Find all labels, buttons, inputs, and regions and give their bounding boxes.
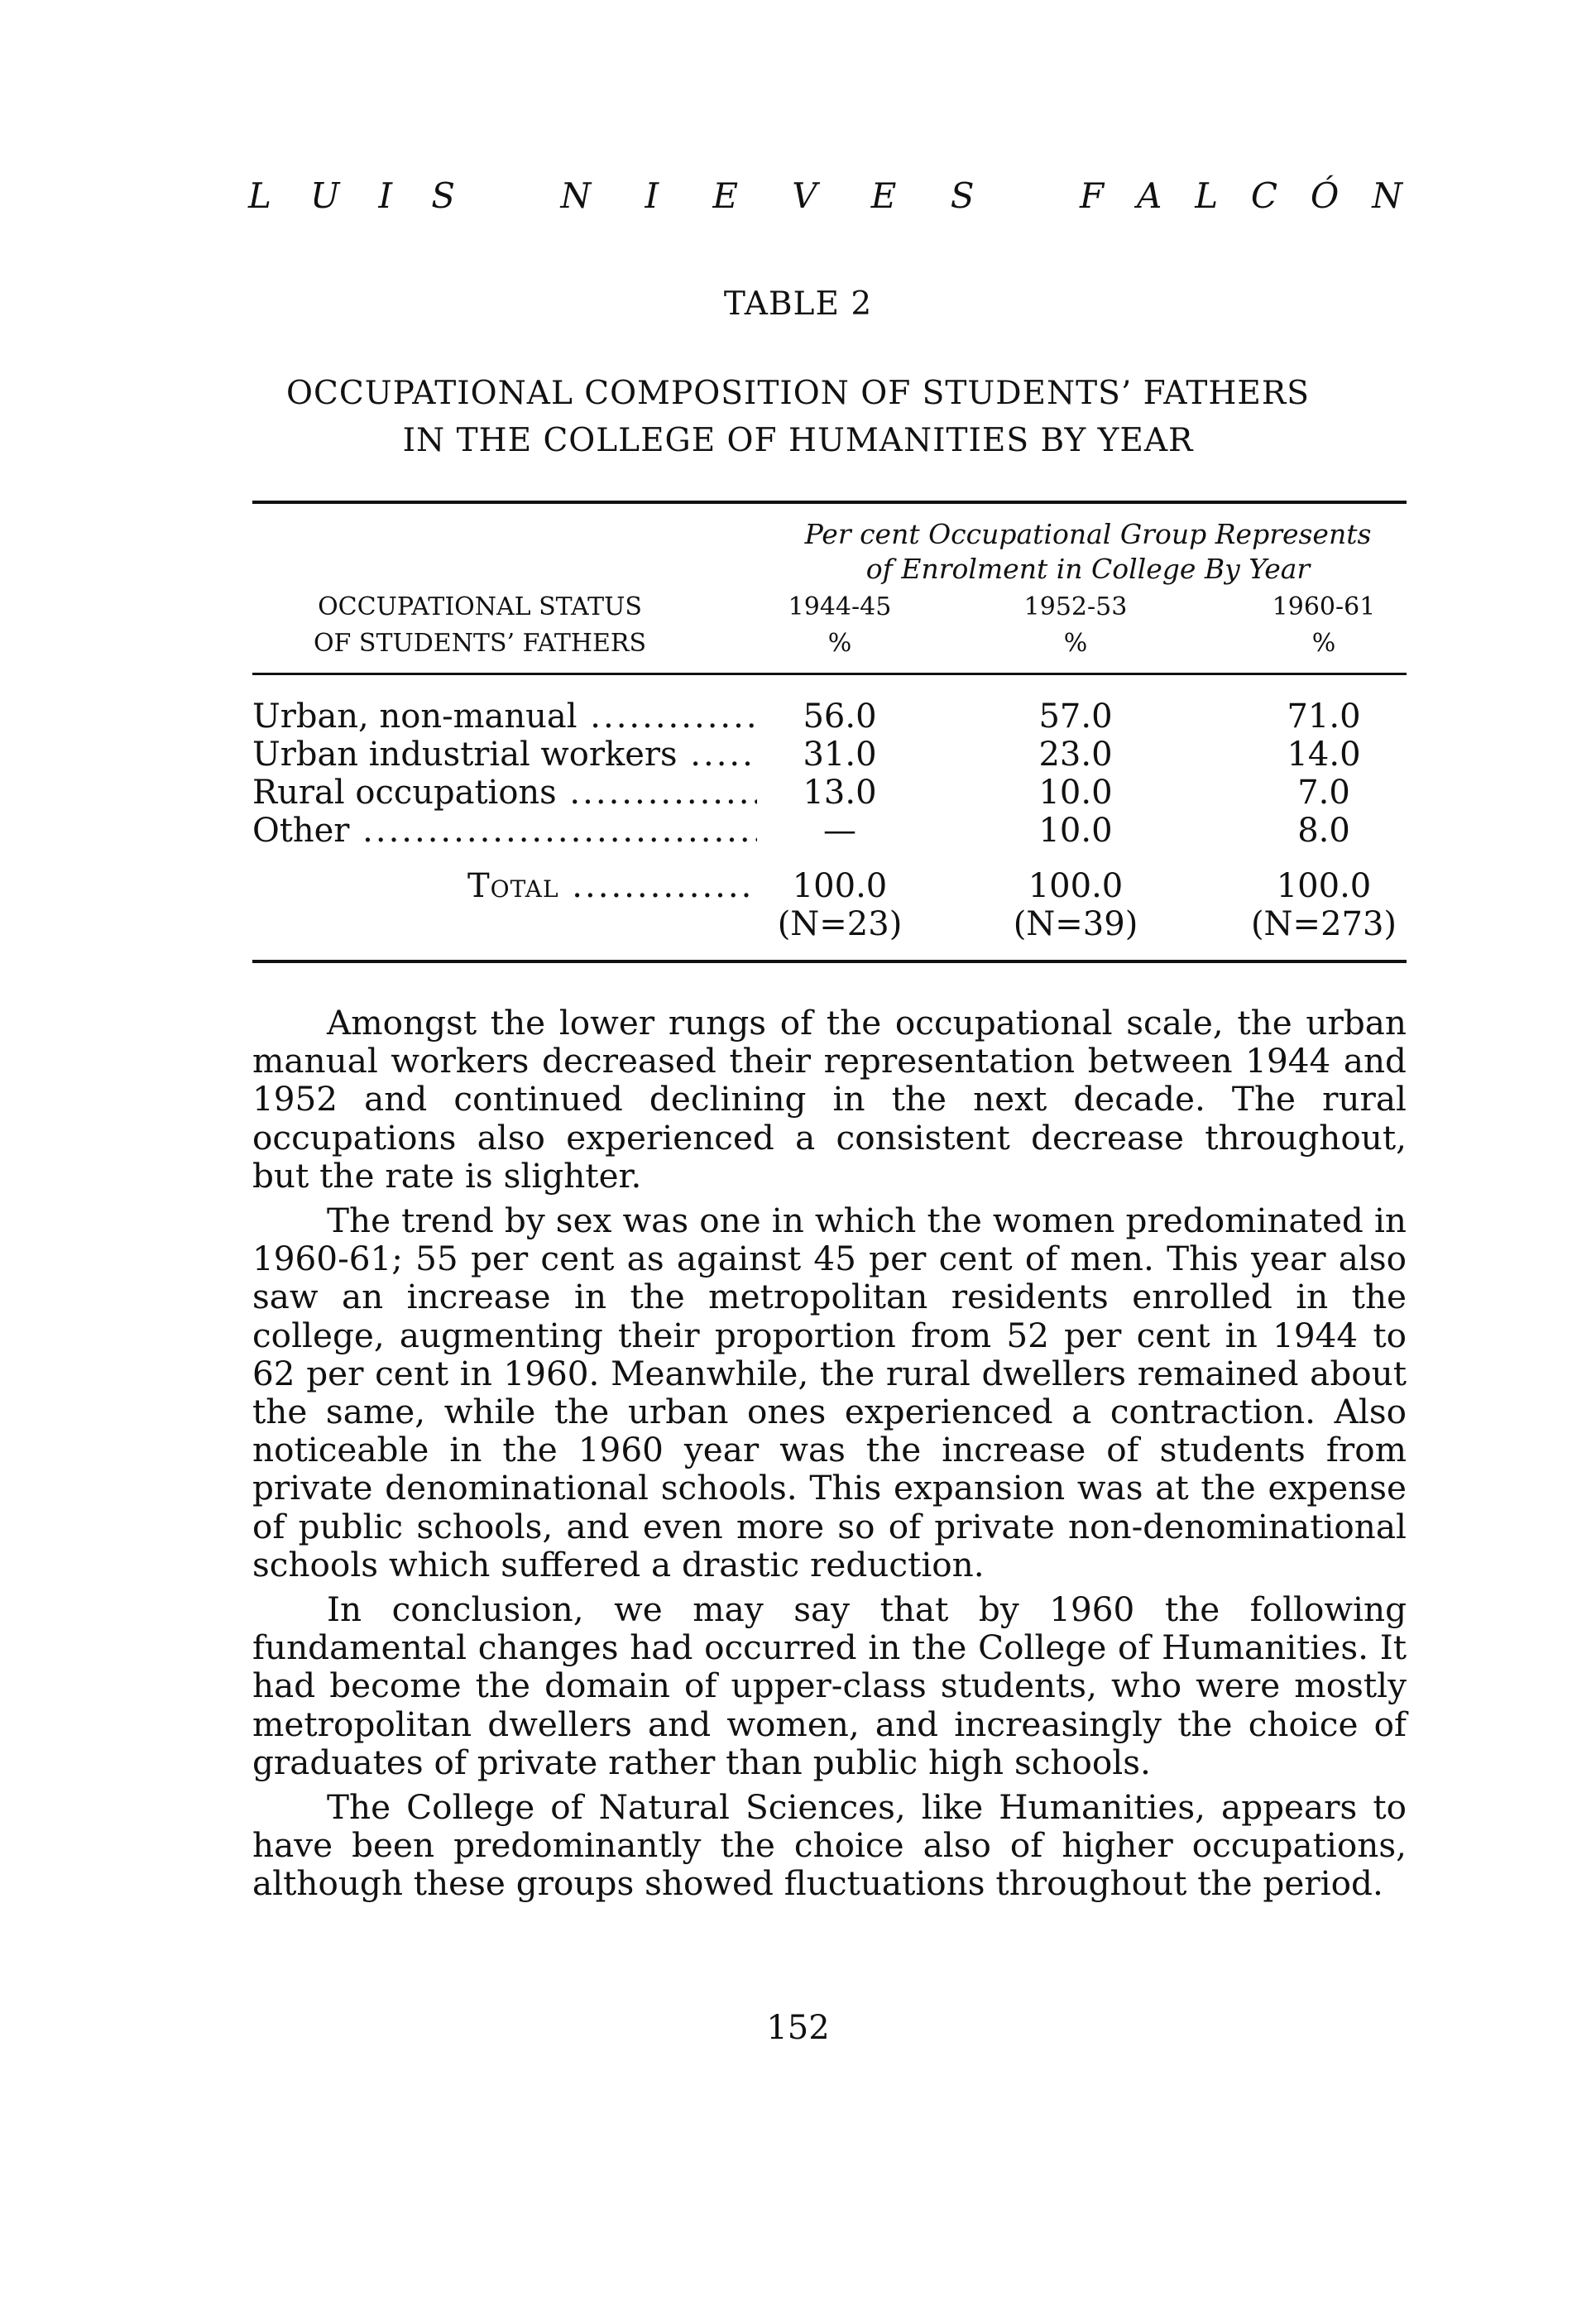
year-label: 1952-53 (1023, 592, 1128, 621)
table-total-row (252, 867, 1407, 905)
total-value: 100.0 (1028, 867, 1124, 905)
running-head-letter: L (1195, 175, 1219, 216)
year-label: 1960-61 (1272, 592, 1376, 621)
running-head-letter: E (712, 175, 738, 216)
paragraph: The trend by sex was one in which the women predominated in 1960-61; 55 per cent as against 45 per cent of men. This year also saw an increase in the metropolitan residents enrolled in the college, augmenting their proportion from 52 per cent in 1944 to 62 per cent in 1960. Meanwhile, the rural dwellers remained about the same, while the urban ones experienced a contraction. Also noticeable in the 1960 year was the increase of students from private denominational schools. This expansion was at the expense of public schools, and even more so of private non-denominational schools which suffered a drastic reduction. (252, 1201, 1407, 1584)
year-column-header (757, 589, 923, 662)
year-label: 1944-45 (788, 592, 892, 621)
running-head-letter: F (1080, 175, 1105, 216)
running-head-letter: E (870, 175, 897, 216)
running-head-letter: V (792, 175, 817, 216)
sample-size: (N=23) (777, 905, 903, 943)
row-value: 13.0 (803, 774, 877, 812)
unit-label: % (827, 629, 852, 658)
row-value: 7.0 (1297, 774, 1350, 812)
paragraph: Amongst the lower rungs of the occupational scale, the urban manual workers decreased their representation between 1944 and 1952 and continued declining in the next decade. The rural occupations also experienced a consistent decrease throughout, but the rate is slighter. (252, 1003, 1407, 1196)
column-group-header-line: of Enrolment in College By Year (865, 553, 1311, 585)
running-head-word (248, 175, 455, 216)
row-label: Other ..... (252, 812, 757, 850)
table-row (252, 774, 1407, 812)
row-value: 56.0 (803, 697, 877, 736)
running-head-letter: S (950, 175, 975, 216)
row-value: 57.0 (1038, 697, 1113, 736)
running-head-letter: S (431, 175, 455, 216)
row-value: 14.0 (1287, 736, 1361, 774)
body-text (252, 1004, 1407, 1910)
table-row (252, 812, 1407, 850)
running-head-letter: L (248, 175, 271, 216)
table-title-line: IN THE COLLEGE OF HUMANITIES BY YEAR (402, 422, 1194, 459)
running-head-letter: Ó (1310, 175, 1340, 216)
running-head-letter: I (645, 175, 659, 216)
table-bottom-rule (252, 960, 1407, 963)
table-title (0, 370, 1596, 464)
running-head-letter: N (1372, 175, 1402, 216)
table-header-rule (252, 673, 1407, 675)
table-n-row (252, 905, 1407, 943)
table-row (252, 736, 1407, 774)
table-label: TABLE 2 (723, 285, 873, 323)
running-head-word (1080, 175, 1402, 216)
running-head-letter: I (378, 175, 393, 216)
total-value: 100.0 (792, 867, 888, 905)
total-value: 100.0 (1276, 867, 1372, 905)
row-label: Rural occupations ..... (252, 774, 757, 812)
table-row (252, 697, 1407, 736)
row-value: 8.0 (1297, 812, 1350, 850)
row-value: 10.0 (1038, 812, 1113, 850)
row-value: — (823, 812, 856, 850)
status-column-header (252, 589, 707, 662)
running-head (248, 175, 1402, 216)
status-column-header-line: OF STUDENTS’ FATHERS (313, 629, 647, 658)
running-head-letter: U (310, 175, 340, 216)
total-label: Total ..... (467, 867, 757, 905)
sample-size: (N=39) (1013, 905, 1138, 943)
status-column-header-line: OCCUPATIONAL STATUS (318, 592, 642, 621)
unit-label: % (1063, 629, 1088, 658)
running-head-letter: A (1137, 175, 1162, 216)
sample-size: (N=273) (1250, 905, 1397, 943)
row-label: Urban, non-manual ..... (252, 697, 757, 736)
running-head-word (561, 175, 975, 216)
year-column-header (993, 589, 1158, 662)
year-column-header (1241, 589, 1407, 662)
row-label: Urban industrial workers ..... (252, 736, 757, 774)
row-value: 31.0 (803, 736, 877, 774)
running-head-letter: N (560, 175, 592, 216)
paragraph: In conclusion, we may say that by 1960 the following fundamental changes had occurred in the College of Humanities. It had become the domain of upper-class students, who were mostly metropolitan dwellers and women, and increasingly the choice of graduates of private rather than public high schools. (252, 1589, 1407, 1782)
table-title-line: OCCUPATIONAL COMPOSITION OF STUDENTS’ FATHERS (286, 375, 1310, 412)
running-head-letter: C (1250, 175, 1278, 216)
unit-label: % (1311, 629, 1336, 658)
paragraph: The College of Natural Sciences, like Humanities, appears to have been predominantly the choice also of higher occupations, although these groups showed fluctuations throughout the period. (252, 1787, 1407, 1904)
row-value: 23.0 (1038, 736, 1113, 774)
page-number: 152 (766, 2009, 830, 2047)
table-top-rule (252, 501, 1407, 504)
row-value: 71.0 (1287, 697, 1361, 736)
row-value: 10.0 (1038, 774, 1113, 812)
column-group-header-line: Per cent Occupational Group Represents (804, 518, 1372, 550)
column-group-header (769, 517, 1407, 587)
